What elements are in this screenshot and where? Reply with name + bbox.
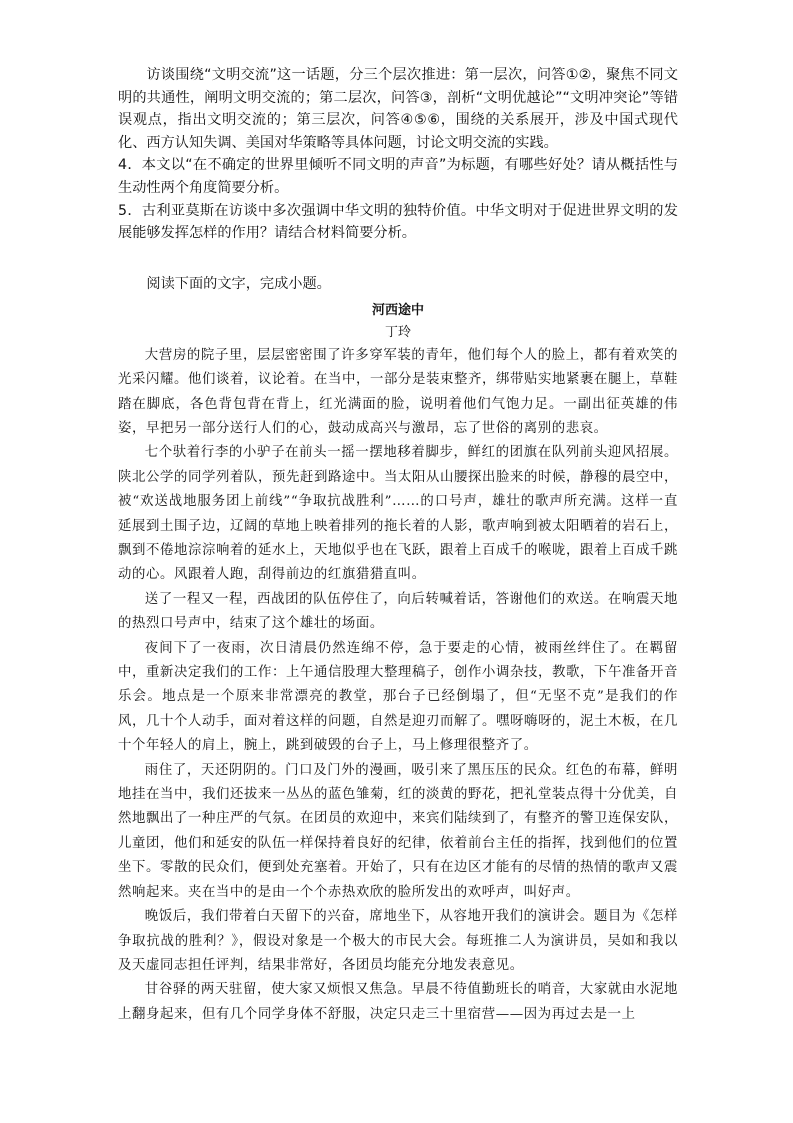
section-gap: [118, 245, 678, 273]
article-paragraph: 大营房的院子里，层层密密围了许多穿军装的青年，他们每个人的脸上，都有着欢笑的光采闪耀。他们谈着，议论着。在当中，一部分是装束整齐，绑带贴实地紧裹在腿上，草鞋踏在脚底，各色背包背在背上，红光满面的脸，说明着他们气饱力足。一副出征英雄的伟姿，早把另一部分送行人们的心，鼓动成高兴与激昂，忘了世俗的离别的悲哀。: [118, 347, 678, 436]
article-paragraph: 晚饭后，我们带着白天留下的兴奋，席地坐下，从容地开我们的演讲会。题目为《怎样争取抗战的胜利？》，假设对象是一个极大的市民大会。每班推二人为演讲员，吴如和我以及天虚同志担任评判，结果非常好，各团员均能充分地发表意见。: [118, 909, 678, 973]
page-content: [118, 64, 678, 1027]
article-paragraph: 七个驮着行李的小驴子在前头一摇一摆地移着脚步，鲜红的团旗在队列前头迎风招展。陕北公学的同学列着队，预先赶到路途中。当太阳从山腰探出脸来的时候，静穆的晨空中，被“欢送战地服务团上前线”“争取抗战胜利”……的口号声，雄壮的歌声所充满。这样一直延展到土围子边，辽阔的草地上映着排列的拖长着的人影，歌声响到被太阳晒着的岩石上，飘到不倦地淙淙响着的延水上，天地似乎也在飞跃，跟着上百成千的喉咙，跟着上百成千跳动的心。风跟着人跑，刮得前边的红旗猎猎直叫。: [118, 445, 678, 583]
reading-instruction: 阅读下面的文字，完成小题。: [146, 275, 331, 292]
article-body: [118, 344, 678, 1027]
article-paragraph: 夜间下了一夜雨，次日清晨仍然连绵不停，急于要走的心情，被雨丝绊住了。在羁留中，重新决定我们的工作：上午通信股理大整理稿子，创作小调杂技，教歌，下午准备开音乐会。地点是一个原来非常漂亮的教堂，那台子已经倒塌了，但“无坚不克”是我们的作风，几十个人动手，面对着这样的问题，自然是迎刃而解了。嘿呀嗨呀的，泥土木板，在几十个年轻人的肩上，腕上，跳到破毁的台子上，马上修理很整齐了。: [118, 640, 678, 754]
article-paragraph: 送了一程又一程，西战团的队伍停住了，向后转喊着话，答谢他们的欢送。在响震天地的热烈口号声中，结束了这个雄壮的场面。: [118, 591, 678, 632]
question-4: 4．本文以“在不确定的世界里倾听不同文明的声音”为标题，有哪些好处？请从概括性与生动性两个角度简要分析。: [118, 157, 678, 196]
article-author: 丁玲: [384, 324, 411, 340]
summary-paragraph: 访谈围绕“文明交流”这一话题，分三个层次推进：第一层次，问答①②，聚焦不同文明的共通性，阐明文明交流的；第二层次，问答③，剖析“文明优越论”“文明冲突论”等错误观点，指出文明交流的；第三层次，问答④⑤⑥，围绕的关系展开，涉及中国式现代化、西方认知失调、美国对华策略等具体问题，讨论文明交流的实践。: [118, 67, 678, 151]
question-5: 5．古利亚莫斯在访谈中多次强调中华文明的独特价值。中华文明对于促进世界文明的发展能够发挥怎样的作用？请结合材料简要分析。: [118, 202, 678, 242]
article-paragraph: 雨住了，天还阴阴的。门口及门外的漫画，吸引来了黑压压的民众。红色的布幕，鲜明地挂在当中，我们还拔来一丛丛的蓝色雏菊，红的淡黄的野花，把礼堂装点得十分优美，自然地飘出了一种庄严的气氛。在团员的欢迎中，来宾们陆续到了，有整齐的警卫连保安队，儿童团，他们和延安的队伍一样保持着良好的纪律，依着前台主任的指挥，找到他们的位置坐下。零散的民众们，便到处充塞着。开始了，只有在边区才能有的尽情的热情的歌声又震然响起来。夹在当中的是由一个个赤热欢欣的脸所发出的欢呼声，叫好声。: [118, 762, 678, 900]
article-title: 河西途中: [371, 302, 424, 318]
article-paragraph: 甘谷驿的两天驻留，使大家又烦恨又焦急。早晨不待值勤班长的哨音，大家就由水泥地上翻身起来，但有几个同学身体不舒服，决定只走三十里宿营——因为再过去是一上: [118, 982, 678, 1022]
